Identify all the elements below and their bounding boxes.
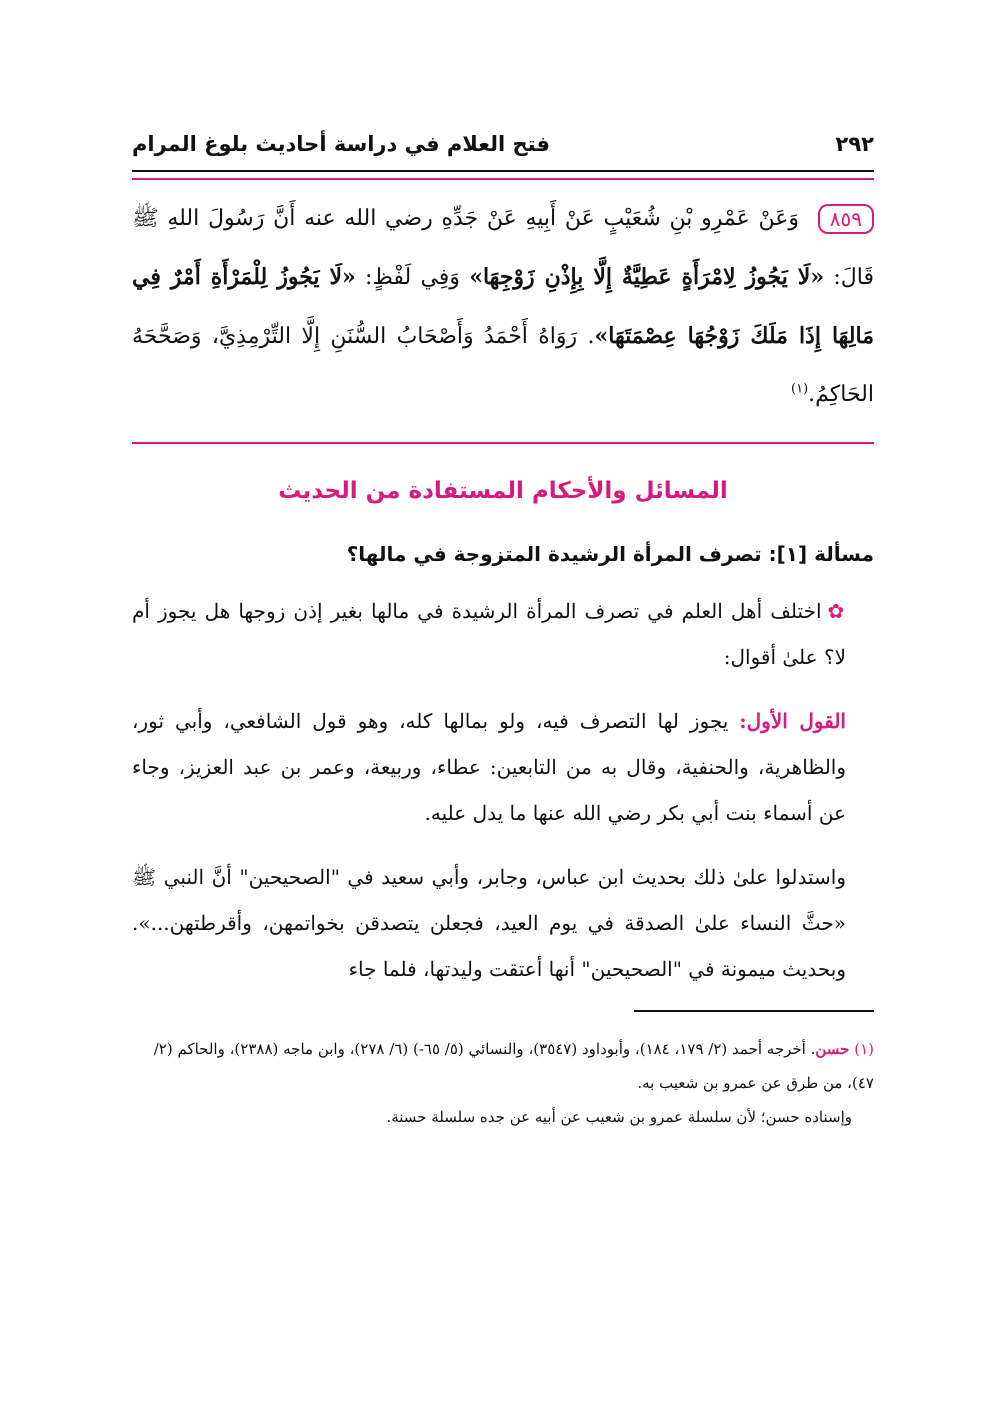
header-rule [132,170,874,172]
issue-label: مسألة [١]: [768,542,874,566]
hadith-source: . رَوَاهُ أَحْمَدُ وَأَصْحَابُ السُّنَنِ إِلَّا التِّرْمِذِيَّ، وَصَحَّحَهُ الحَاكِمُ. [132,324,874,407]
book-title: فتح العلام في دراسة أحاديث بلوغ المرام [132,132,550,156]
flower-icon: ✿ [827,599,846,623]
section-title: المسائل والأحكام المستفادة من الحديث [278,478,728,504]
paragraph-3-text: واستدلوا علىٰ ذلك بحديث ابن عباس، وجابر، وأبي سعيد في "الصحيحين" أنَّ النبي ﷺ «حثَّ النساء علىٰ الصدقة في يوم العيد، فجعلن يتصدقن بخواتمهن، وأقرطتهن...». وبحديث ميمونة في "الصحيحين" أنها أعتقت وليدتها، فلما جاء [132,865,846,981]
issue-title: تصرف المرأة الرشيدة المتزوجة في مالها؟ [346,542,762,566]
footnote-ref: (١) [791,381,809,397]
page-header [132,120,874,166]
footnote-1 [132,1032,874,1100]
paragraph-2 [132,698,874,836]
page [132,120,874,1134]
header-rule-accent [132,178,874,180]
hadith-quote-2: «لَا يَجُوزُ لِلْمَرْأَةِ أَمْرٌ فِي مَالِهَا إِذَا مَلَكَ زَوْجُهَا عِصْمَتَهَا» [132,264,875,349]
issue-heading [132,542,874,566]
hadith-mid-text: وَفِي لَفْظٍ: [365,265,460,290]
paragraph-1-text: اختلف أهل العلم في تصرف المرأة الرشيدة في مالها بغير إذن زوجها هل يجوز أم لا؟ علىٰ أقوال: [132,599,846,669]
footnote-mark: (١) [854,1040,874,1058]
paragraph-3 [132,854,874,992]
footnotes [132,1032,874,1134]
hadith-narration-intro: وَعَنْ عَمْرِو بْنِ شُعَيْبٍ عَنْ أَبِيهِ عَنْ جَدِّهِ رضي الله عنه أَنَّ رَسُولَ اللهِ ﷺ قَالَ: [132,206,874,290]
footnote-1-text: . أخرجه أحمد (٢/ ١٧٩، ١٨٤)، وأبوداود (٣٥٤٧)، والنسائي (٥/ ٦٥-) (٦/ ٢٧٨)، وابن ماجه (٢٣٨٨)، والحاكم (٢/ ٤٧)، من طرق عن عمرو بن شعيب به. [153,1040,874,1092]
paragraph-1 [132,588,874,680]
paragraph-2-text: يجوز لها التصرف فيه، ولو بمالها كله، وهو قول الشافعي، وأبي ثور، والظاهرية، والحنفية، وقال به من التابعين: عطاء، وربيعة، وعمر بن عبد العزيز، وجاء عن أسماء بنت أبي بكر رضي الله عنها ما يدل عليه. [132,709,846,825]
footnote-grade: حسن [815,1040,850,1058]
page-number: ٢٩٢ [835,132,874,156]
hadith-number-badge: ٨٥٩ [818,204,874,234]
footnote-2: وإسناده حسن؛ لأن سلسلة عمرو بن شعيب عن أبيه عن جده سلسلة حسنة. [386,1108,852,1126]
footnote-rule [634,1010,874,1012]
hadith-quote-1: «لَا يَجُوزُ لِامْرَأَةٍ عَطِيَّةٌ إِلَّا بِإِذْنِ زَوْجِهَا» [469,264,825,290]
first-opinion-label: القول الأول: [739,709,846,733]
hadith-divider [132,442,874,444]
hadith-text [132,190,874,424]
